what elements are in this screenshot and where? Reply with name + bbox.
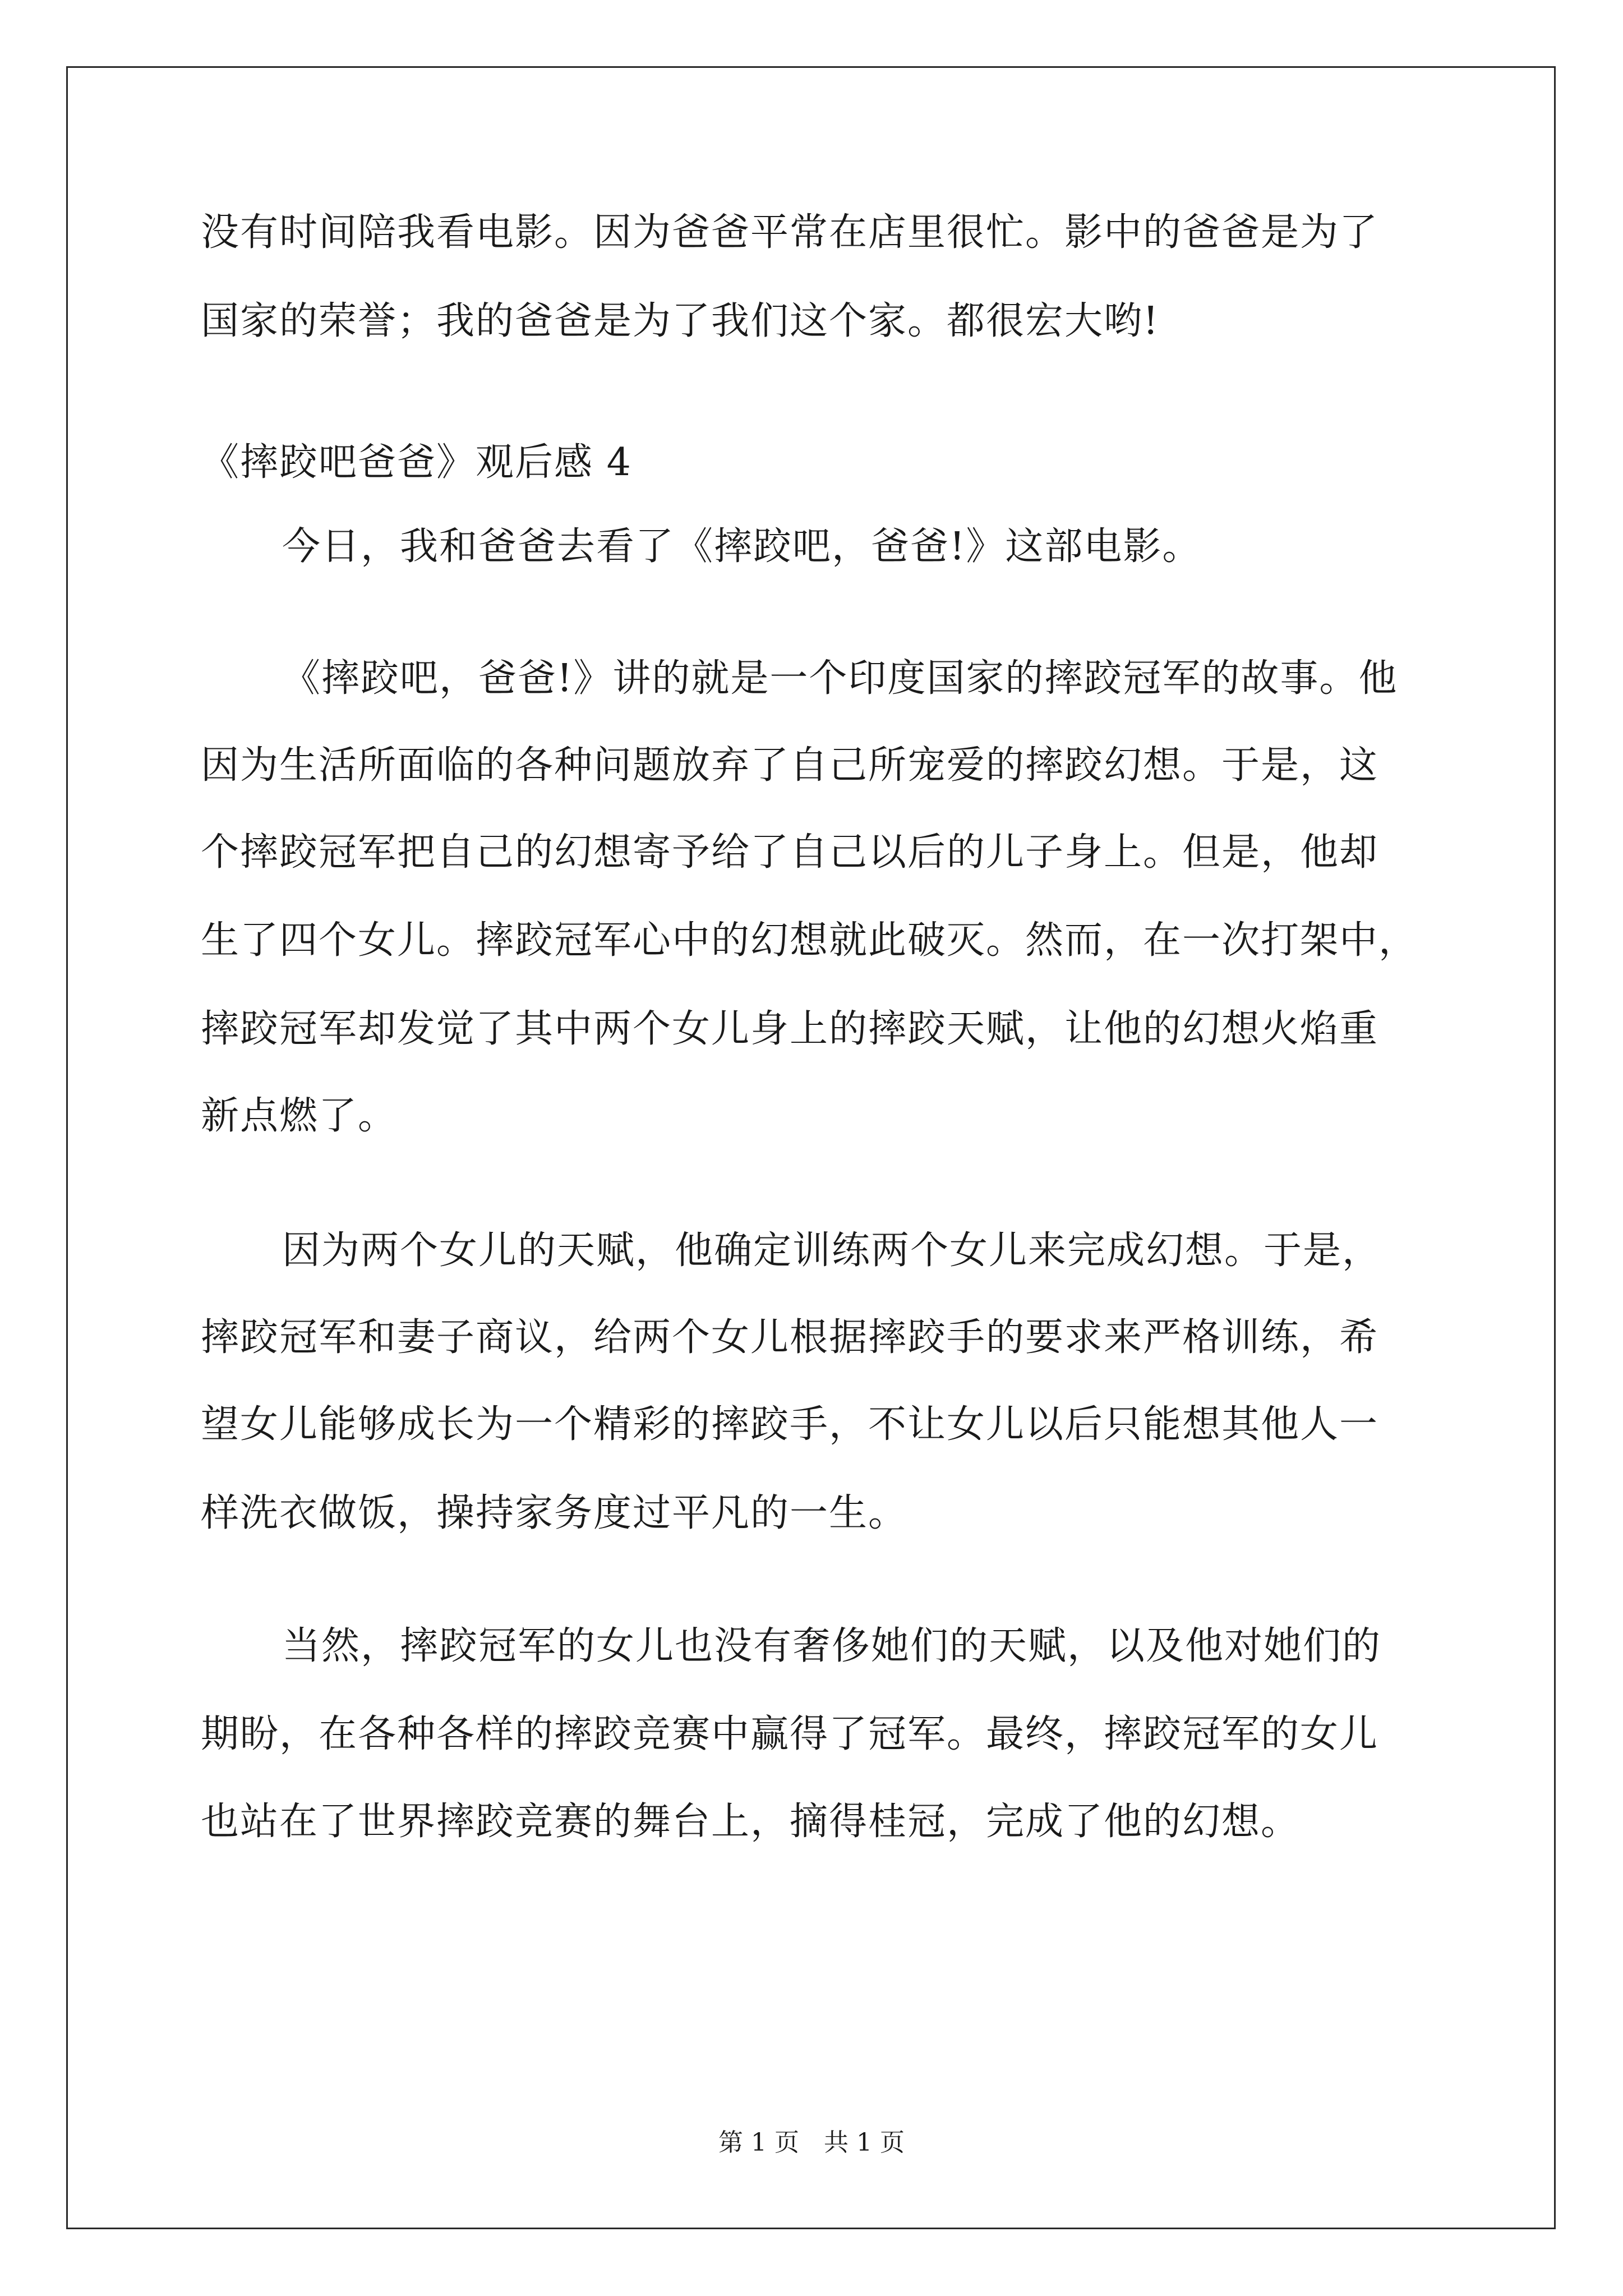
text-line: 期盼，在各种各样的摔跤竞赛中赢得了冠军。最终，摔跤冠军的女儿	[201, 1712, 1379, 1756]
text-line: 没有时间陪我看电影。因为爸爸平常在店里很忙。影中的爸爸是为了	[201, 210, 1379, 255]
text-line: 摔跤冠军和妻子商议，给两个女儿根据摔跤手的要求来严格训练，希	[201, 1315, 1379, 1360]
paragraph-line: 《摔跤吧，爸爸!》讲的就是一个印度国家的摔跤冠军的故事。他	[282, 656, 1398, 701]
text-line: 因为生活所面临的各种问题放弃了自己所宠爱的摔跤幻想。于是，这	[201, 743, 1379, 788]
text-line: 望女儿能够成长为一个精彩的摔跤手，不让女儿以后只能想其他人一	[201, 1402, 1379, 1447]
paragraph-line: 当然，摔跤冠军的女儿也没有奢侈她们的天赋，以及他对她们的	[282, 1624, 1382, 1668]
text-line: 国家的荣誉；我的爸爸是为了我们这个家。都很宏大哟!	[201, 299, 1160, 343]
page-footer: 第 1 页 共 1 页	[718, 2128, 905, 2157]
paragraph-line: 因为两个女儿的天赋，他确定训练两个女儿来完成幻想。于是，	[282, 1228, 1382, 1273]
section-title: 《摔跤吧爸爸》观后感 4	[201, 440, 632, 485]
text-line: 摔跤冠军却发觉了其中两个女儿身上的摔跤天赋，让他的幻想火焰重	[201, 1007, 1379, 1051]
text-line: 个摔跤冠军把自己的幻想寄予给了自己以后的儿子身上。但是，他却	[201, 830, 1379, 875]
text-line: 新点燃了。	[201, 1094, 398, 1138]
text-line: 也站在了世界摔跤竞赛的舞台上，摘得桂冠，完成了他的幻想。	[201, 1800, 1301, 1844]
text-line: 样洗衣做饭，操持家务度过平凡的一生。	[201, 1491, 908, 1535]
text-line: 生了四个女儿。摔跤冠军心中的幻想就此破灭。然而，在一次打架中，	[201, 918, 1418, 963]
paragraph-line: 今日，我和爸爸去看了《摔跤吧，爸爸!》这部电影。	[282, 524, 1202, 569]
page-border	[66, 66, 1556, 2229]
